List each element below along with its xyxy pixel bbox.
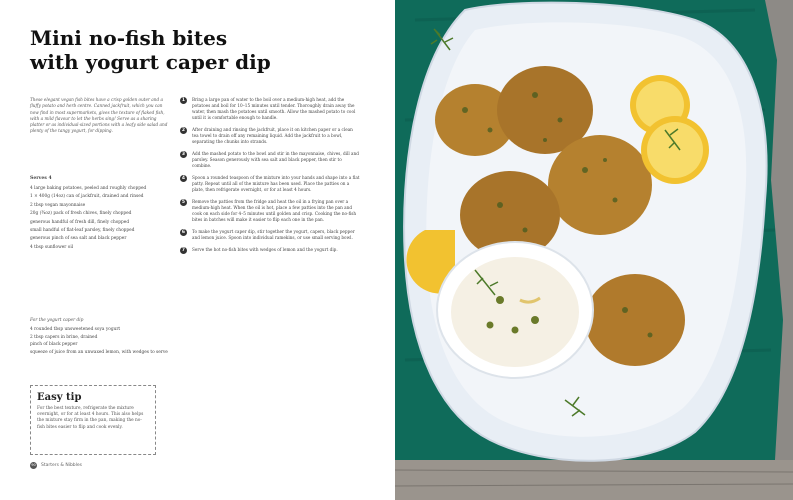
step-text: Bring a large pan of water to the boil over a medium-high heat, add the potatoes and boil for 10–15 minutes until tender. Thoroughly drain away the water, then mash the potatoes until smooth. Allow the mashed potato to cool until it is comfortable enough to handle. bbox=[192, 97, 356, 120]
method-step bbox=[180, 97, 360, 121]
section-name: Starters & Nibbles bbox=[41, 463, 83, 468]
step-text: After draining and rinsing the jackfruit, place it on kitchen paper or a clean tea towel to drain off any remaining liquid. Add the jackfruit to a bowl, separating the chunks into strands. bbox=[192, 127, 353, 144]
dip-ingredients-list bbox=[30, 327, 170, 357]
serves-label: Serves 4 bbox=[30, 176, 52, 181]
ingredient-item: 4 large baking potatoes, peeled and roughly chopped bbox=[30, 186, 147, 191]
step-text: Spoon a rounded teaspoon of the mixture into your hands and shape into a flat patty. Repeat until all of the mixture has been used. Place the patties on a plate, then refrigerate overnight, or for at least 4 hours. bbox=[192, 175, 360, 192]
page-footer bbox=[30, 462, 82, 469]
step-text: Serve the hot no-fish bites with wedges of lemon and the yogurt dip. bbox=[192, 247, 338, 252]
patty bbox=[548, 135, 652, 235]
ingredient-item: 2 tbsp vegan mayonnaise bbox=[30, 202, 86, 208]
method-steps bbox=[180, 97, 360, 253]
step-number: 7 bbox=[181, 248, 186, 253]
title-line-2: with yogurt caper dip bbox=[30, 50, 271, 74]
step-text: Remove the patties from the fridge and heat the oil in a frying pan over a medium-high heat. When the oil is hot, place a few patties into the pan and cook on each side for 4–5 minutes until golden and crisp. Cooking the no-fish bites in batches will make it easier to flip each one in the pan. bbox=[192, 199, 357, 222]
easy-tip-box bbox=[30, 385, 156, 455]
food-photo-illustration bbox=[395, 0, 793, 500]
step-text: Add the mashed potato to the bowl and stir in the mayonnaise, chives, dill and parsley. Season generously with sea salt and black pepper, then stir to combine. bbox=[192, 151, 359, 168]
method-step bbox=[180, 127, 360, 145]
dip-heading: For the yogurt caper dip bbox=[30, 318, 84, 323]
step-number: 5 bbox=[181, 200, 186, 205]
method-step bbox=[180, 247, 360, 253]
recipe-page bbox=[0, 0, 395, 500]
method-step bbox=[180, 199, 360, 223]
recipe-intro: These elegant vegan fish bites have a crisp golden outer and a fluffy potato and herb centre. Canned jackfruit, which you can now find in most supermarkets, gives the texture of flaked fish, with a mild flavour to let the herbs sing! Serve as a sharing platter or as individual-sized portions with a leafy side salad and plenty of the tangy yogurt, for dipping. bbox=[30, 97, 168, 134]
method-step bbox=[180, 151, 360, 169]
page-number: 90 bbox=[31, 463, 36, 467]
ingredient-item: small handful of flat-leaf parsley, finely chopped bbox=[30, 227, 135, 233]
ingredient-item: 20g (¾oz) pack of fresh chives, finely chopped bbox=[30, 211, 132, 217]
ingredients-list bbox=[30, 186, 170, 253]
method-step bbox=[180, 229, 360, 241]
recipe-photo bbox=[395, 0, 793, 500]
wood-plank bbox=[395, 460, 793, 500]
step-number: 4 bbox=[181, 176, 186, 181]
dip-ingredient-item: squeeze of juice from an unwaxed lemon, with wedges to serve bbox=[30, 349, 168, 355]
ingredient-item: generous pinch of sea salt and black pepper bbox=[30, 236, 127, 242]
title-line-1: Mini no-fish bites bbox=[30, 26, 228, 50]
dip-ingredient-item: 2 tbsp capers in brine, drained bbox=[30, 334, 98, 340]
step-number: 1 bbox=[181, 98, 186, 103]
method-step bbox=[180, 175, 360, 193]
ingredient-item: 1 × 400g (14oz) can of jackfruit, drained and rinsed bbox=[30, 194, 144, 200]
tip-text: For the best texture, refrigerate the mixture overnight, or for at least 4 hours. This also helps the mixture stay firm in the pan, making the no-fish bites easier to flip and cook evenly. bbox=[37, 406, 144, 430]
ingredient-item: generous handful of fresh dill, finely chopped bbox=[30, 219, 130, 225]
step-text: To make the yogurt caper dip, stir together the yogurt, capers, black pepper and lemon juice. Spoon into individual ramekins, or use small serving bowl. bbox=[192, 229, 355, 240]
step-number: 2 bbox=[181, 128, 186, 133]
dip-ingredient-item: 4 rounded tbsp unsweetened soya yogurt bbox=[30, 327, 121, 332]
patty bbox=[585, 274, 685, 366]
step-number: 6 bbox=[181, 230, 186, 235]
ingredient-item: 4 tbsp sunflower oil bbox=[30, 244, 74, 250]
dip-ingredient-item: pinch of black pepper bbox=[30, 342, 78, 348]
tip-title: Easy tip bbox=[37, 392, 82, 403]
recipe-title bbox=[30, 26, 370, 74]
yogurt-dip bbox=[451, 257, 579, 367]
step-number: 3 bbox=[181, 152, 186, 157]
